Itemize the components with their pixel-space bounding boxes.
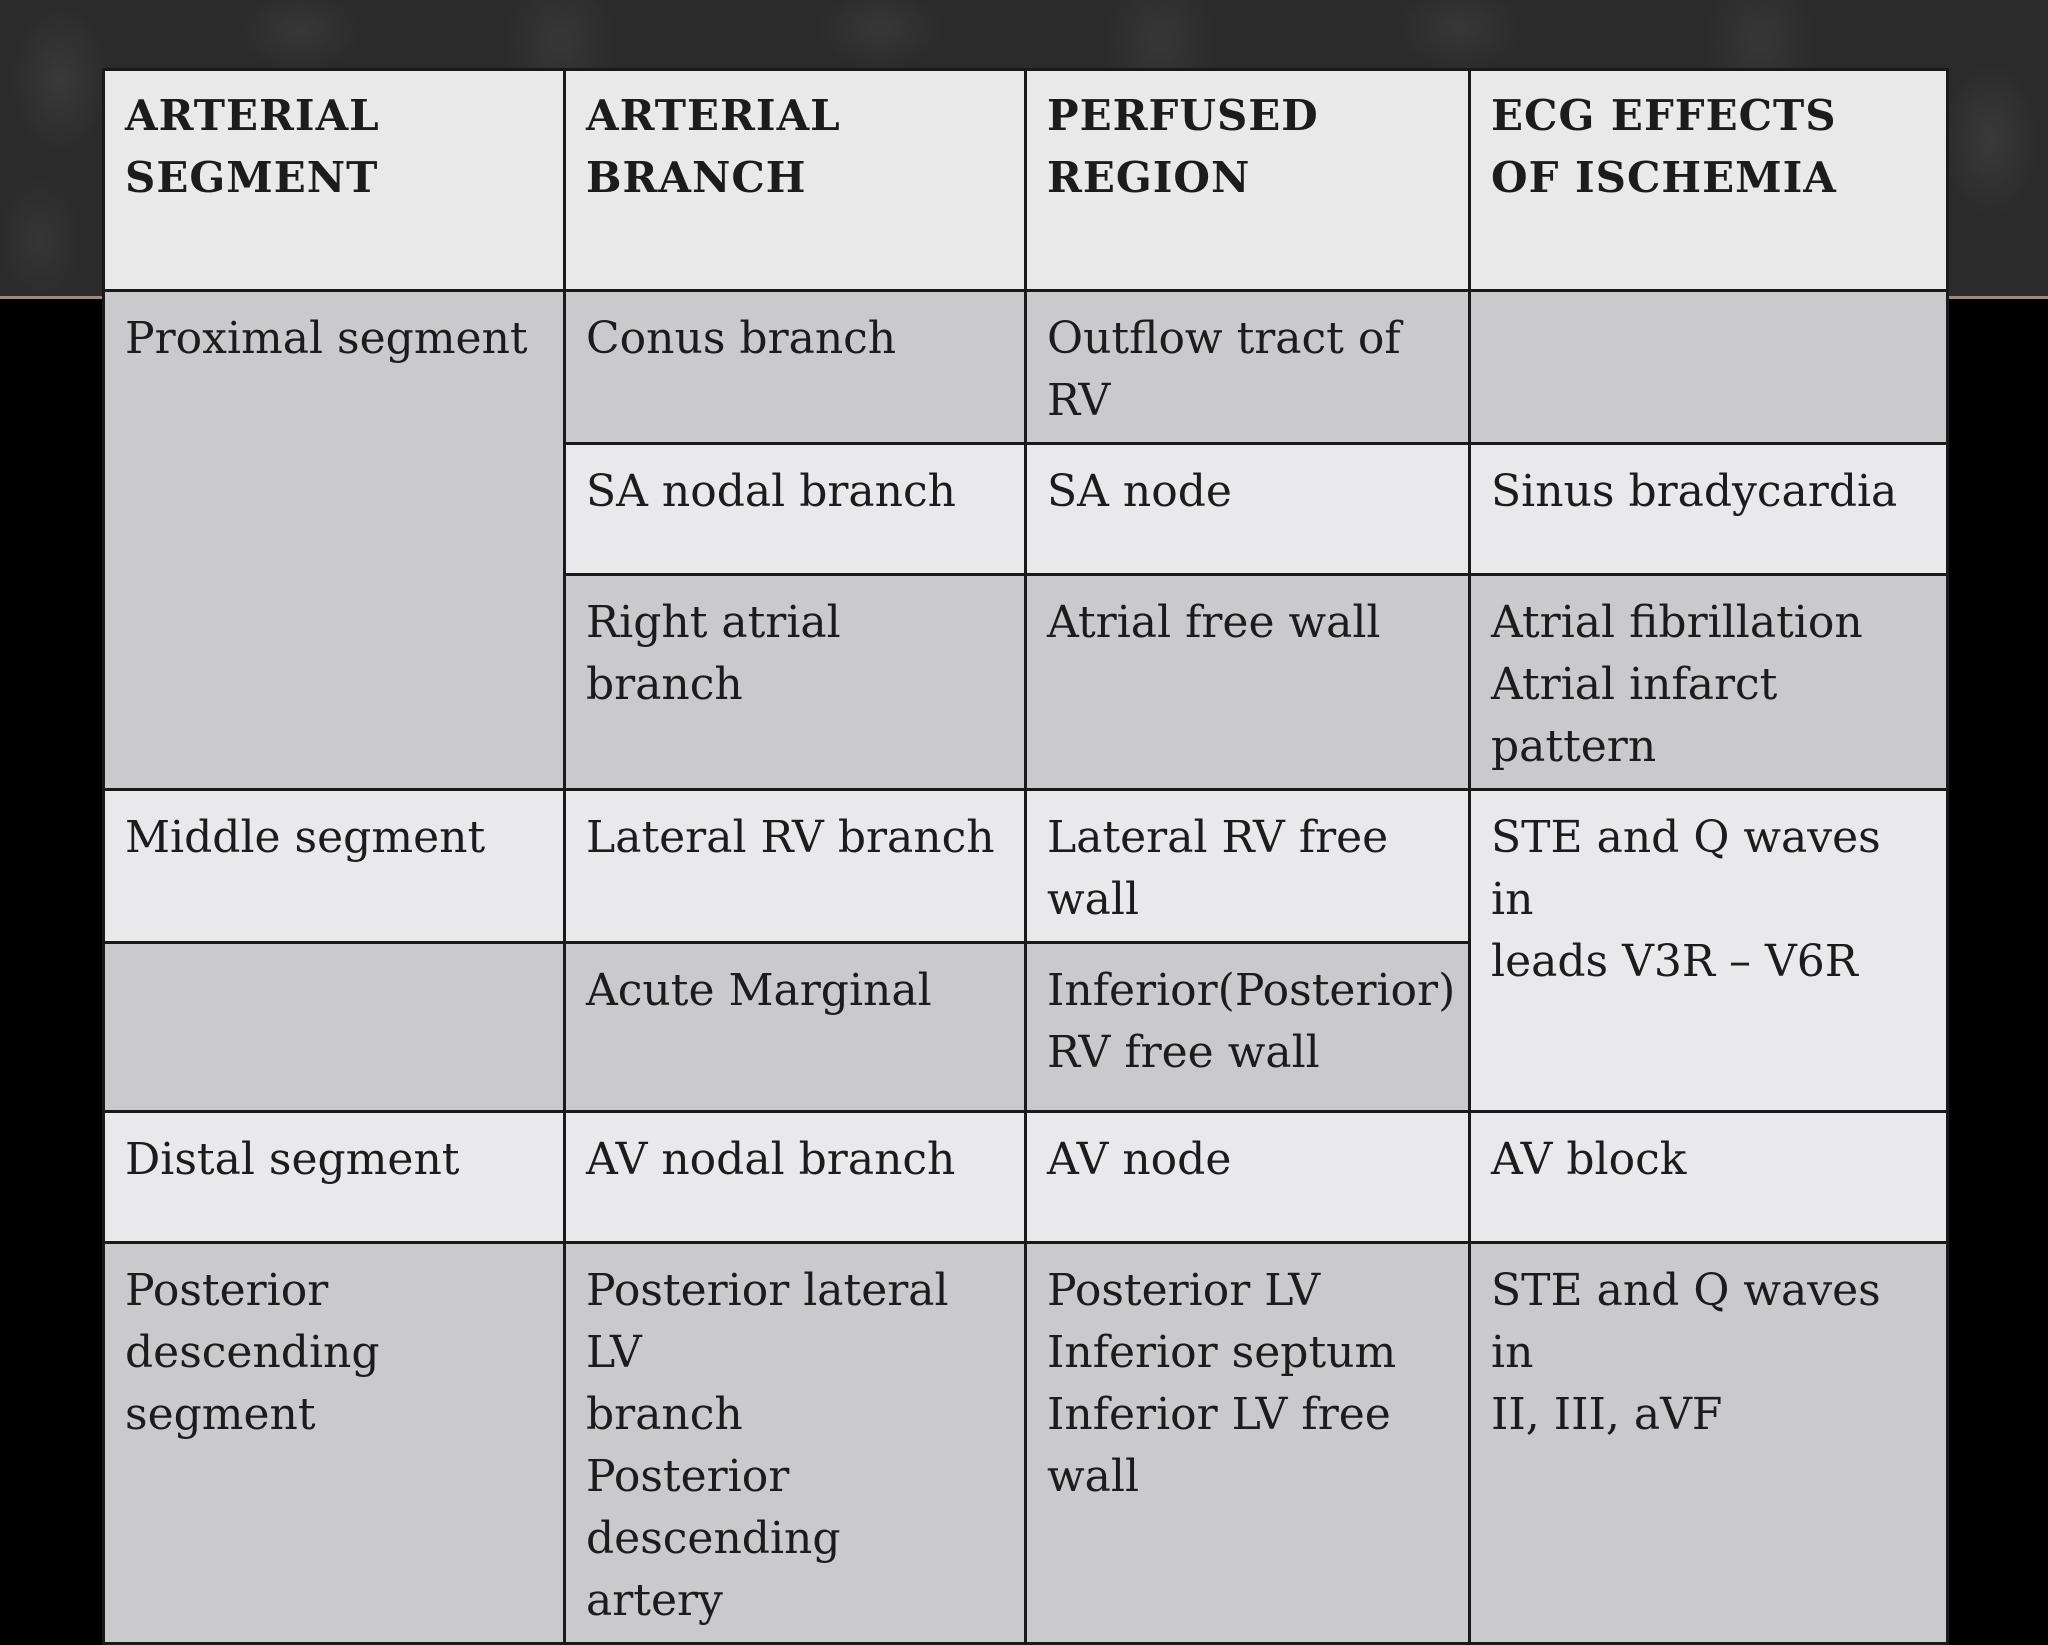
region-cell: AV node	[1026, 1112, 1470, 1243]
ecg-cell: STE and Q waves in II, III, aVF	[1470, 1243, 1948, 1644]
table-row	[104, 1112, 1948, 1243]
ecg-cell: Atrial fibrillation Atrial infarct pattern	[1470, 575, 1948, 790]
header-arterial-branch: ARTERIAL BRANCH	[565, 70, 1026, 291]
header-perfused-region: PERFUSED REGION	[1026, 70, 1470, 291]
branch-cell: SA nodal branch	[565, 444, 1026, 575]
segment-cell	[104, 943, 565, 1112]
branch-cell: Acute Marginal	[565, 943, 1026, 1112]
segment-cell: Distal segment	[104, 1112, 565, 1243]
ecg-cell: AV block	[1470, 1112, 1948, 1243]
ecg-cell	[1470, 291, 1948, 444]
branch-cell: Posterior lateral LV branch Posterior descending artery	[565, 1243, 1026, 1644]
table-row	[104, 1243, 1948, 1644]
segment-cell: Middle segment	[104, 790, 565, 943]
region-cell: Lateral RV free wall	[1026, 790, 1470, 943]
region-cell: Atrial free wall	[1026, 575, 1470, 790]
branch-cell: AV nodal branch	[565, 1112, 1026, 1243]
region-cell: Inferior(Posterior) RV free wall	[1026, 943, 1470, 1112]
region-cell: Posterior LV Inferior septum Inferior LV free wall	[1026, 1243, 1470, 1644]
table-row	[104, 790, 1948, 943]
table-row	[104, 291, 1948, 444]
ecg-cell: Sinus bradycardia	[1470, 444, 1948, 575]
header-arterial-segment: ARTERIAL SEGMENT	[104, 70, 565, 291]
segment-cell: Proximal segment	[104, 291, 565, 790]
region-cell: Outflow tract of RV	[1026, 291, 1470, 444]
header-row	[104, 70, 1948, 291]
branch-cell: Conus branch	[565, 291, 1026, 444]
region-cell: SA node	[1026, 444, 1470, 575]
segment-cell: Posterior descending segment	[104, 1243, 565, 1644]
branch-cell: Right atrial branch	[565, 575, 1026, 790]
coronary-artery-table	[102, 68, 1949, 1645]
header-ecg-effects: ECG EFFECTS OF ISCHEMIA	[1470, 70, 1948, 291]
branch-cell: Lateral RV branch	[565, 790, 1026, 943]
ecg-cell: STE and Q waves in leads V3R – V6R	[1470, 790, 1948, 1112]
